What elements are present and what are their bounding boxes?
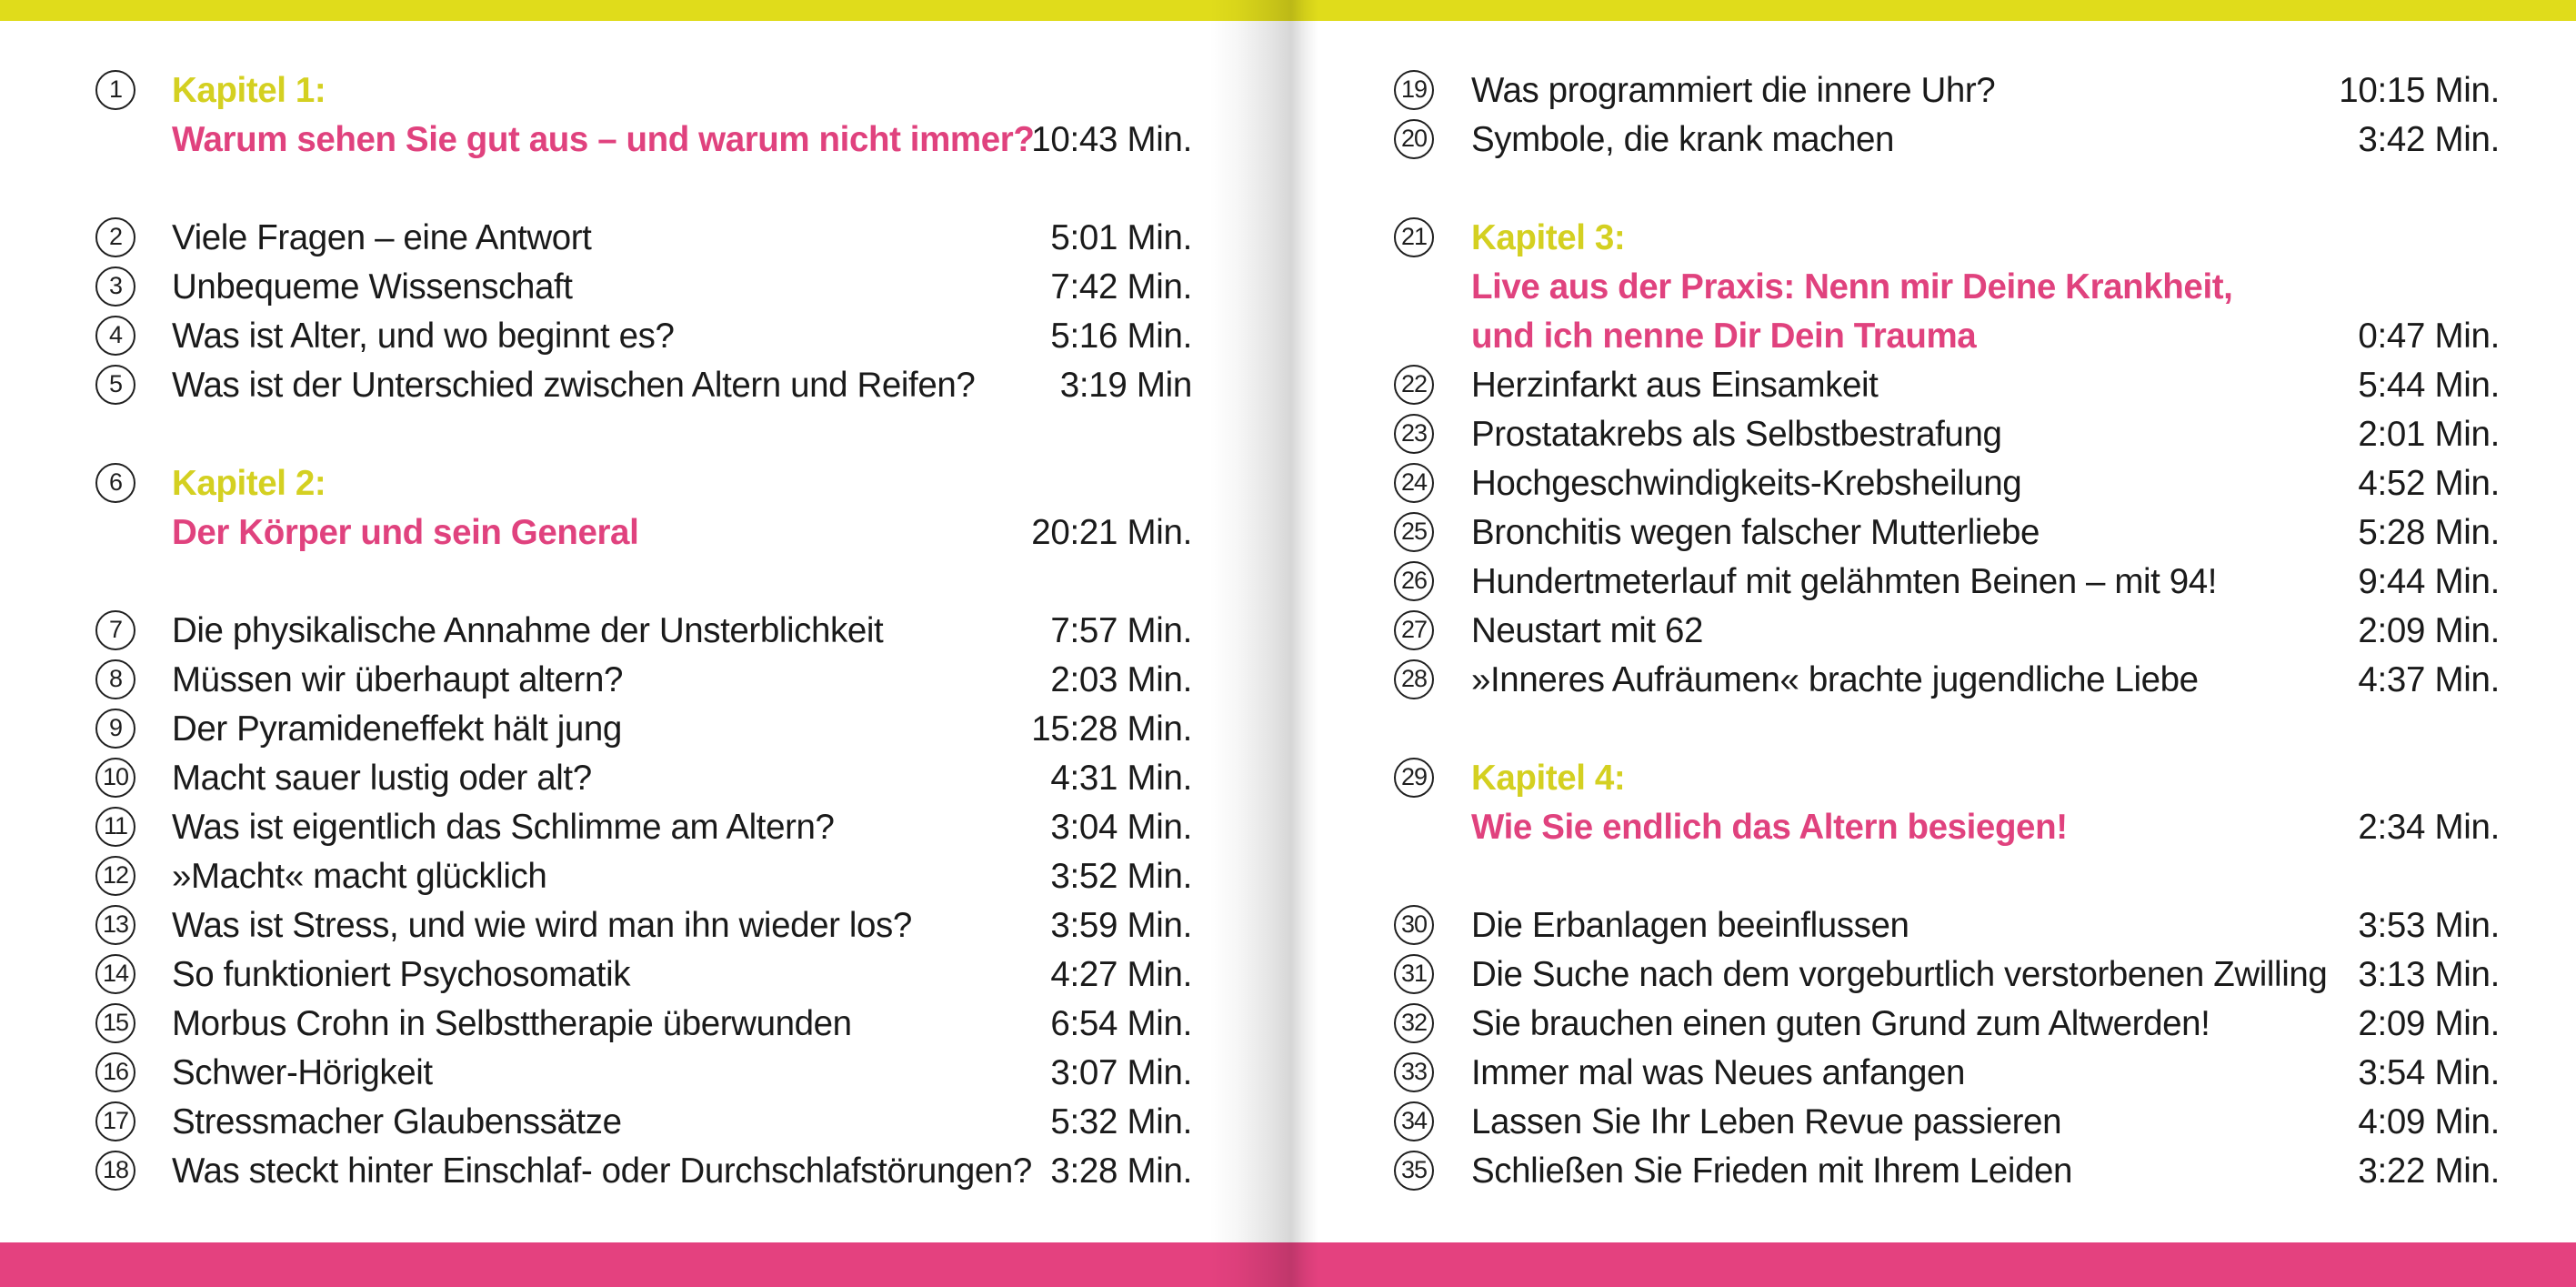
chapter-4-title-row — [1394, 803, 2500, 852]
track-duration: 3:28 Min. — [1050, 1151, 1192, 1191]
track-number: 26 — [1394, 561, 1434, 601]
track-row — [1394, 950, 2500, 1000]
track-title: So funktioniert Psychosomatik — [172, 955, 631, 994]
chapter-3-label-row — [1394, 214, 2500, 263]
track-row — [95, 803, 1192, 852]
track-duration: 4:31 Min. — [1050, 759, 1192, 798]
track-duration: 3:04 Min. — [1050, 808, 1192, 847]
track-number: 31 — [1394, 954, 1434, 994]
track-duration: 10:15 Min. — [2339, 71, 2500, 110]
track-row — [1394, 508, 2500, 558]
track-duration: 15:28 Min. — [1031, 709, 1192, 749]
track-number: 18 — [95, 1151, 135, 1191]
track-number: 10 — [95, 758, 135, 798]
track-title: Was steckt hinter Einschlaf- oder Durchschlafstörungen? — [172, 1151, 1032, 1191]
track-title: Die Erbanlagen beeinflussen — [1471, 906, 1909, 945]
track-duration: 4:52 Min. — [2358, 464, 2500, 503]
track-duration: 5:16 Min. — [1050, 317, 1192, 356]
track-number: 8 — [95, 659, 135, 699]
track-title: Hundertmeterlauf mit gelähmten Beinen – mit 94! — [1471, 562, 2218, 601]
track-number: 12 — [95, 856, 135, 896]
track-duration: 5:32 Min. — [1050, 1102, 1192, 1141]
track-duration: 2:09 Min. — [2358, 611, 2500, 650]
track-number: 17 — [95, 1101, 135, 1141]
track-title: Die physikalische Annahme der Unsterblichkeit — [172, 611, 884, 650]
track-duration: 3:59 Min. — [1050, 906, 1192, 945]
track-title: Müssen wir überhaupt altern? — [172, 660, 623, 699]
track-number: 22 — [1394, 365, 1434, 405]
track-row — [1394, 558, 2500, 607]
track-row — [95, 1098, 1192, 1147]
track-title: Stressmacher Glaubenssätze — [172, 1102, 622, 1141]
track-title: Was ist Stress, und wie wird man ihn wieder los? — [172, 906, 912, 945]
track-duration: 3:42 Min. — [2358, 120, 2500, 159]
track-number: 16 — [95, 1052, 135, 1092]
track-number: 28 — [1394, 659, 1434, 699]
track-row — [95, 901, 1192, 950]
track-row — [95, 1147, 1192, 1196]
chapter-title: Warum sehen Sie gut aus – und warum nicht immer? — [172, 120, 1035, 159]
track-title: Macht sauer lustig oder alt? — [172, 759, 592, 798]
track-row — [1394, 656, 2500, 705]
track-row — [1394, 1000, 2500, 1049]
track-number: 13 — [95, 905, 135, 945]
chapter-3-title-row-2 — [1394, 312, 2500, 361]
track-number: 5 — [95, 365, 135, 405]
chapter-1-title-row — [95, 116, 1192, 165]
track-title: Neustart mit 62 — [1471, 611, 1704, 650]
track-number: 3 — [95, 266, 135, 307]
track-title: Die Suche nach dem vorgeburtlich verstorbenen Zwilling — [1471, 955, 2328, 994]
track-row — [95, 1000, 1192, 1049]
track-title: Hochgeschwindigkeits-Krebsheilung — [1471, 464, 2022, 503]
track-title: Symbole, die krank machen — [1471, 120, 1895, 159]
track-title: Unbequeme Wissenschaft — [172, 267, 573, 307]
track-duration: 9:44 Min. — [2358, 562, 2500, 601]
track-title: Schwer-Hörigkeit — [172, 1053, 433, 1092]
track-row — [1394, 1147, 2500, 1196]
track-duration: 5:44 Min. — [2358, 366, 2500, 405]
track-duration: 6:54 Min. — [1050, 1004, 1192, 1043]
track-row — [95, 312, 1192, 361]
track-number: 21 — [1394, 217, 1434, 257]
track-title: Prostatakrebs als Selbstbestrafung — [1471, 415, 2002, 454]
track-title: Was ist der Unterschied zwischen Altern und Reifen? — [172, 366, 976, 405]
chapter-2-title-row — [95, 508, 1192, 558]
track-number: 19 — [1394, 70, 1434, 110]
chapter-title: Live aus der Praxis: Nenn mir Deine Krankheit, — [1471, 267, 2233, 307]
chapter-title: Wie Sie endlich das Altern besiegen! — [1471, 808, 2068, 847]
track-number: 9 — [95, 709, 135, 749]
track-row — [95, 214, 1192, 263]
track-title: Morbus Crohn in Selbsttherapie überwunden — [172, 1004, 852, 1043]
track-number: 4 — [95, 316, 135, 356]
chapter-title: Der Körper und sein General — [172, 513, 639, 552]
track-row — [1394, 410, 2500, 459]
track-row — [95, 950, 1192, 1000]
chapter-1-label-row — [95, 66, 1192, 116]
track-duration: 4:09 Min. — [2358, 1102, 2500, 1141]
track-row — [1394, 116, 2500, 165]
track-duration: 10:43 Min. — [1031, 120, 1192, 159]
track-duration: 3:52 Min. — [1050, 857, 1192, 896]
track-number: 25 — [1394, 512, 1434, 552]
track-number: 2 — [95, 217, 135, 257]
track-number: 29 — [1394, 758, 1434, 798]
track-row — [95, 754, 1192, 803]
track-row — [1394, 1049, 2500, 1098]
track-row — [95, 361, 1192, 410]
track-title: Der Pyramideneffekt hält jung — [172, 709, 622, 749]
track-title: Lassen Sie Ihr Leben Revue passieren — [1471, 1102, 2062, 1141]
track-duration: 4:27 Min. — [1050, 955, 1192, 994]
right-page — [1288, 0, 2576, 1242]
track-row — [1394, 1098, 2500, 1147]
track-duration: 2:09 Min. — [2358, 1004, 2500, 1043]
track-duration: 5:01 Min. — [1050, 218, 1192, 257]
track-row — [95, 705, 1192, 754]
track-row — [95, 263, 1192, 312]
chapter-label: Kapitel 2: — [172, 464, 326, 503]
chapter-label: Kapitel 3: — [1471, 218, 1626, 257]
chapter-label: Kapitel 1: — [172, 71, 326, 110]
track-duration: 4:37 Min. — [2358, 660, 2500, 699]
track-duration: 3:22 Min. — [2358, 1151, 2500, 1191]
track-title: Herzinfarkt aus Einsamkeit — [1471, 366, 1879, 405]
track-title: Was ist eigentlich das Schlimme am Altern? — [172, 808, 835, 847]
track-duration: 3:19 Min — [1059, 366, 1192, 405]
track-number: 7 — [95, 610, 135, 650]
track-row — [95, 656, 1192, 705]
track-row — [1394, 459, 2500, 508]
track-title: Viele Fragen – eine Antwort — [172, 218, 592, 257]
track-number: 27 — [1394, 610, 1434, 650]
track-number: 14 — [95, 954, 135, 994]
track-title: »Inneres Aufräumen« brachte jugendliche Liebe — [1471, 660, 2199, 699]
track-number: 1 — [95, 70, 135, 110]
track-duration: 3:07 Min. — [1050, 1053, 1192, 1092]
page-gutter-shadow — [1209, 0, 1318, 1287]
track-number: 11 — [95, 807, 135, 847]
track-duration: 3:13 Min. — [2358, 955, 2500, 994]
track-row — [95, 852, 1192, 901]
track-number: 30 — [1394, 905, 1434, 945]
track-number: 24 — [1394, 463, 1434, 503]
track-row — [95, 607, 1192, 656]
track-title: Bronchitis wegen falscher Mutterliebe — [1471, 513, 2040, 552]
track-row — [1394, 901, 2500, 950]
chapter-title: und ich nenne Dir Dein Trauma — [1471, 317, 1977, 356]
track-number: 32 — [1394, 1003, 1434, 1043]
track-number: 15 — [95, 1003, 135, 1043]
track-number: 23 — [1394, 414, 1434, 454]
track-number: 35 — [1394, 1151, 1434, 1191]
track-number: 33 — [1394, 1052, 1434, 1092]
chapter-3-title-row-1 — [1394, 263, 2500, 312]
left-page — [0, 0, 1288, 1242]
track-duration: 7:42 Min. — [1050, 267, 1192, 307]
chapter-2-label-row — [95, 459, 1192, 508]
track-duration: 0:47 Min. — [2358, 317, 2500, 356]
track-row — [1394, 361, 2500, 410]
chapter-label: Kapitel 4: — [1471, 759, 1626, 798]
track-title: »Macht« macht glücklich — [172, 857, 547, 896]
track-duration: 5:28 Min. — [2358, 513, 2500, 552]
track-title: Immer mal was Neues anfangen — [1471, 1053, 1966, 1092]
track-title: Sie brauchen einen guten Grund zum Altwerden! — [1471, 1004, 2210, 1043]
track-duration: 7:57 Min. — [1050, 611, 1192, 650]
track-number: 6 — [95, 463, 135, 503]
track-duration: 2:34 Min. — [2358, 808, 2500, 847]
track-duration: 3:54 Min. — [2358, 1053, 2500, 1092]
track-row — [1394, 66, 2500, 116]
track-title: Was programmiert die innere Uhr? — [1471, 71, 1996, 110]
track-number: 34 — [1394, 1101, 1434, 1141]
track-row — [95, 1049, 1192, 1098]
track-title: Was ist Alter, und wo beginnt es? — [172, 317, 675, 356]
track-duration: 2:01 Min. — [2358, 415, 2500, 454]
track-title: Schließen Sie Frieden mit Ihrem Leiden — [1471, 1151, 2073, 1191]
chapter-4-label-row — [1394, 754, 2500, 803]
track-row — [1394, 607, 2500, 656]
track-duration: 20:21 Min. — [1031, 513, 1192, 552]
track-duration: 3:53 Min. — [2358, 906, 2500, 945]
track-duration: 2:03 Min. — [1050, 660, 1192, 699]
track-number: 20 — [1394, 119, 1434, 159]
